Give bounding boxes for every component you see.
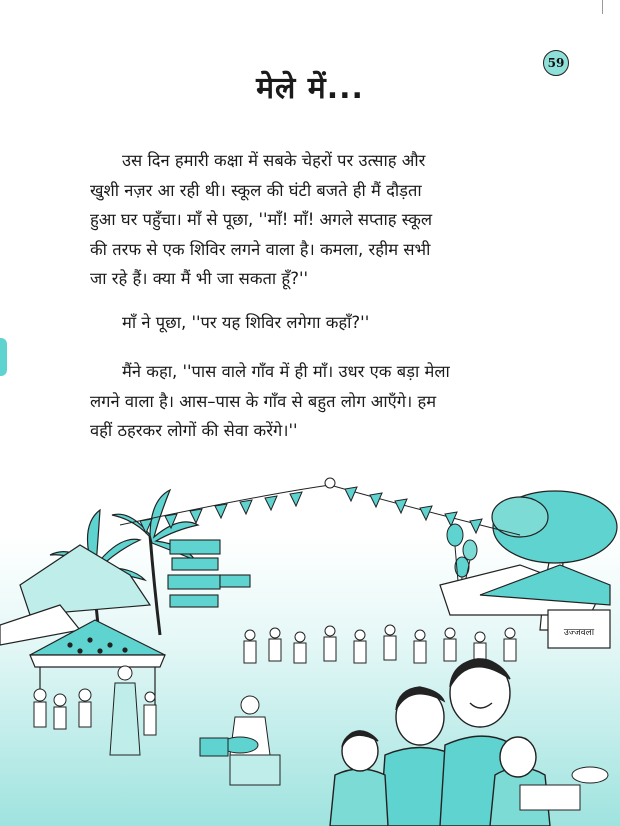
story-paragraph-1: उस दिन हमारी कक्षा में सबके चेहरों पर उत्साह और खुशी नज़र आ रही थी। स्कूल की घंटी बजते ही मैं दौड़ता हुआ घर पहुँचा। माँ से पूछा, ''माँ! माँ! अगले सप्ताह स्कूल की तरफ से एक शिविर लगने वाला है। कमला, रहीम सभी जा रहे हैं। क्या मैं भी जा सकता हूँ?'' (90, 151, 433, 288)
story-paragraph-3: मैंने कहा, ''पास वाले गाँव में ही माँ। उधर एक बड़ा मेला लगने वाला है। आस–पास के गाँव से बहुत लोग आएँगे। हम वहीं ठहरकर लोगों की सेवा करेंगे।'' (90, 362, 450, 440)
fair-illustration (0, 455, 620, 826)
page-number-badge: 59 (543, 50, 569, 76)
crop-mark-top-right (602, 0, 603, 14)
side-tab-marker (0, 338, 7, 376)
shop-sign (548, 610, 610, 648)
story-paragraph-2: माँ ने पूछा, ''पर यह शिविर लगेगा कहाँ?'' (122, 313, 370, 332)
shop-sign-text: उज्जवला (563, 628, 595, 638)
page-title: मेले में... (256, 71, 364, 106)
